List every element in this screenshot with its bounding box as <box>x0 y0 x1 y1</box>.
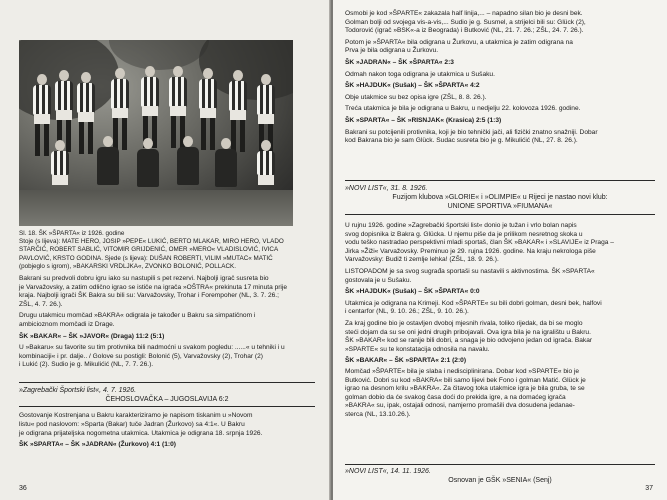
quote-source: »Zagrebački Športski list«, 4. 7. 1926. <box>19 387 137 394</box>
divider <box>345 464 655 465</box>
left-page <box>0 0 331 500</box>
match-result: ŠK »HAJDUK« (Sušak) – ŠK »ŠPARTA« 4:2 <box>345 82 480 90</box>
page-number-right: 37 <box>645 485 653 492</box>
match-result: ŠK »SPARTA« – ŠK »JADRAN« (Žurkovo) 4:1 (1:0) <box>19 441 176 449</box>
divider <box>345 180 655 181</box>
divider <box>19 406 315 407</box>
match-result: ŠK »HAJDUK« (Sušak) – ŠK »ŠPARTA« 0:0 <box>345 288 480 296</box>
quote-title: ČEHOSLOVAČKA – JUGOSLAVIJA 6:2 <box>105 396 229 404</box>
left-body-2: Gostovanje Kostrenjana u Bakru karakteriziramo je napisom tiskanim u »Novom listu« pod naslovom: »Sparta (Bakar) tuče Jadran (Žurkovo) sa 4:1«. U Bakru je odigrana prijateljska nogometna utakmica. Utakmica je odigrana 18. srpnja 1926. ŠK »SPARTA« – ŠK »JADRAN« (Žurkovo) 4:1 (1:0) <box>19 412 319 450</box>
caption-line: Stoje (s lijeva): MATE HERO, JOSIP »PEPE« LUKIĆ, BERTO MLAKAR, MIRO HERO, VLADO <box>19 238 284 246</box>
quote-box <box>19 386 315 404</box>
photo-caption <box>19 230 309 271</box>
match-result: ŠK »BAKAR« – ŠK »JAVOR« (Draga) 11:2 (5:1) <box>19 332 165 340</box>
match-result: ŠK »BAKAR« – ŠK »SPARTA« 2:1 (2:0) <box>345 357 467 365</box>
quote-source: »NOVI LIST«, 31. 8. 1926. <box>345 185 428 192</box>
team-photo <box>19 40 293 226</box>
quote-source: »NOVI LIST«, 14. 11. 1926. <box>345 468 431 475</box>
right-page <box>333 0 667 500</box>
caption-line: Sl. 18. ŠK »ŠPARTA« iz 1926. godine <box>19 230 125 237</box>
divider <box>19 382 315 383</box>
caption-line: (pobjeglo s igrom), »BAKARSKI VRDLJKA«, ZVONKO BOLONIĆ, POLLACK. <box>19 262 236 270</box>
match-result: ŠK »SPARTA« – ŠK »RISNJAK« (Krasica) 2:5 (1:3) <box>345 116 502 124</box>
left-body: Bakrani su predvoli dobru igru iako su nastupili s pet rezervi. Najbolji igrač susreta bio je Varvažovsky, a zatim odlično igrao se ističe na igrača »OŠTRA« prekinuta 17 minuta prije kraja. Najbolji igrači ŠK Bakra su bili su: Varvažovsky, Trohar i Forempoher (NL, 3. 7. 26.; ZŠL, 4. 7. 26.). Drugu utakmicu momčad »BAKRA« odigrala je također u Bakru sa simpatičnom i ambicioznom momčadi iz Drage. ŠK »BAKAR« – ŠK »JAVOR« (Draga) 11:2 (5:1) U »Bakaru« su favorite su tim protivnika bili nadmoćni u svakom pogledu: ......« u tehniki i u kombinaciji« i pr. dalje.. / Golove su postigli: Bolonić (5), Varvažovsky (2), Trohar (2) i Lukić (2). Sudio je g. Mikulićić (NL, 7. 7. 26.). <box>19 275 319 370</box>
match-result: ŠK »JADRAN« – ŠK »ŠPARTA« 2:3 <box>345 58 454 66</box>
quote-title: UNIONE SPORTIVA »FIUMANA« <box>447 203 553 211</box>
quote-box-2: »NOVI LIST«, 14. 11. 1926. Osnovan je GŠK »SENIA« (Senj) <box>345 467 655 485</box>
divider <box>345 214 655 215</box>
right-body-mid: U rujnu 1926. godine »Zagrebački športski list« donio je tužan i vrlo bolan napis svog dopisnika iz Bakra g. Glücka. U njemu piše da je prilikom nesretnog skoka u vodu teško nastradao perspektivni mladi sportaš, član ŠK »BAKAR« i »SLAVIJE« iz Praga – Jirka »Žiži« Varvažovsky. Preminuo je 29. rujna 1926. godine. Na kraju nekrologa piše Varvažovsky: Budiž ti zemlje lehka! (ZŠL, 18. 9. 26.). LISTOPADOM je sa svog sugrađa sportaši su nastavili s aktivnostima. ŠK »SPARTA« gostovala je u Sušaku. ŠK »HAJDUK« (Sušak) – ŠK »ŠPARTA« 0:0 Utakmica je odigrana na Krimeji. Kod »ŠPARTE« su bili dobri golman, desni bek, halfovi i centarfor (NL, 9. 10. 26.; ZŠL, 9. 10. 26.). Za kraj godine bio je ostavljen dvoboj mjesnih rivala, toliko rijedak, da bi se moglo steći dojam da su se oni jedni drugih pribojavali. Ova igra bila je na igralištu u Bakru. ŠK »BAKAR« kod se ranije bili dobri, a snaga je bio odvojeno jedan od igrača. Bakar »SPARTE« su te konstatacija odnosila na navalu. ŠK »BAKAR« – ŠK »SPARTA« 2:1 (2:0) Momčad »ŠPARTE« bila je slaba i nedisciplinirana. Dobar kod »SPARTE« bio je Butković. Dobri su kod »BAKRA« bili samo lijevi bek Fono i golman Matić. Glück je igrao na desnom krilu »BAKRA«. Za čitavog toka utakmice igra je bila gruba, te se golman dobio da će svakog časa doći do prekida igre, a na domaćeg igrača »BAKRA« su, ipak, ostajali odnosi, namjerno promašili dva dosudena jedanae- sterca (NL, 13.10.26.). <box>345 222 657 419</box>
caption-line: STARČIĆ, ROBERT SABLIĆ, VITOMIR GRIJDENIĆ, OMER »MERO« VLADISLOVIĆ, IVICA <box>19 246 279 254</box>
page-number-left: 36 <box>19 485 27 492</box>
quote-box-1: »NOVI LIST«, 31. 8. 1926. Fuzijom klubova »GLORIE« i »OLIMPIE« u Rijeci je nastao novi klub: UNIONE SPORTIVA »FIUMANA« <box>345 184 655 212</box>
right-body-top: Osmobi je kod »ŠPARTE« zakazala half linija,... – napadno silan bio je desni bek. Golman bolji od svojega vis-a-vis,... Sudio je g. Susmel, a strijelci bili su: Glück (2), Todorović (igrač »BSK«-a iz Beograda) i Butković (NL, 21. 7. 26.; ZŠL, 24. 7. 26.). Potom je »ŠPARTA« bila odigrana u Žurkovu, a utakmica je zatim odigrana na Prva je bila odigrana u Žurkovu. ŠK »JADRAN« – ŠK »ŠPARTA« 2:3 Odmah nakon toga odigrana je utakmica u Sušaku. ŠK »HAJDUK« (Sušak) – ŠK »ŠPARTA« 4:2 Obje utakmice su bez opisa igre (ZŠL, 8. 8. 26.). Treća utakmica je bila je odigrana u Bakru, u nedjelju 22. kolovoza 1926. godine. ŠK »SPARTA« – ŠK »RISNJAK« (Krasica) 2:5 (1:3) Bakrani su potcijenili protivnika, koji je bio tehnički jači, ali fizički znatno snažniji. Dobar kod Bakrana bio je sam Glück. Sudac susreta bio je g. Mikulićić (NL, 27. 8. 26.). <box>345 10 655 146</box>
caption-line: PAVLOVIĆ, KRSTO GODINA. Sjede (s lijeva): DUŠAN ROBERTI, VILIM »MUTAC« MATIĆ <box>19 254 273 262</box>
